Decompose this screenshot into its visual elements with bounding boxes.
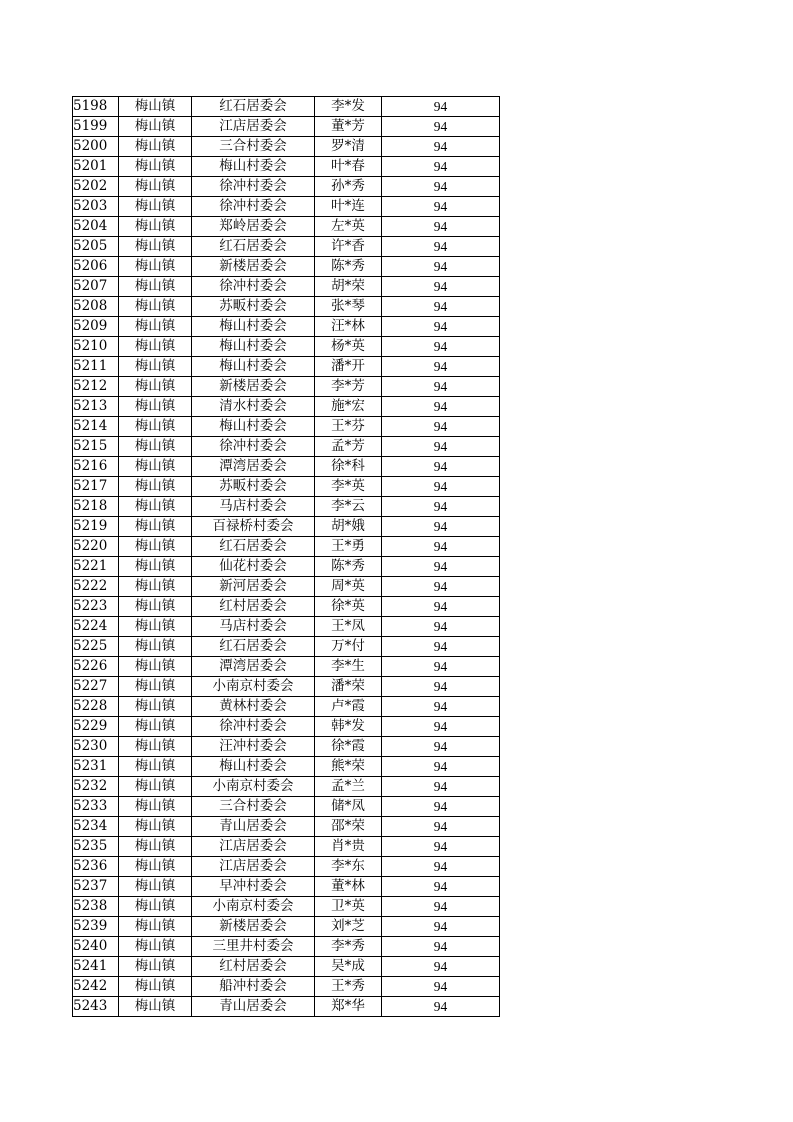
person-name-cell: 万*付 xyxy=(315,637,382,657)
town-cell: 梅山镇 xyxy=(119,277,192,297)
village-committee-cell: 江店居委会 xyxy=(192,117,315,137)
record-id-cell: 5215 xyxy=(73,437,119,457)
table-row xyxy=(73,597,500,617)
person-name-cell: 叶*连 xyxy=(315,197,382,217)
village-committee-cell: 新楼居委会 xyxy=(192,257,315,277)
village-committee-cell: 黄林村委会 xyxy=(192,697,315,717)
record-id-cell: 5228 xyxy=(73,697,119,717)
village-committee-cell: 徐冲村委会 xyxy=(192,717,315,737)
table-row xyxy=(73,617,500,637)
record-id-cell: 5226 xyxy=(73,657,119,677)
village-committee-cell: 潭湾居委会 xyxy=(192,657,315,677)
person-name-cell: 韩*发 xyxy=(315,717,382,737)
town-cell: 梅山镇 xyxy=(119,917,192,937)
record-id-cell: 5230 xyxy=(73,737,119,757)
person-name-cell: 邵*荣 xyxy=(315,817,382,837)
village-committee-cell: 三合村委会 xyxy=(192,797,315,817)
score-cell: 94 xyxy=(382,957,500,977)
person-name-cell: 胡*娥 xyxy=(315,517,382,537)
town-cell: 梅山镇 xyxy=(119,357,192,377)
score-cell: 94 xyxy=(382,637,500,657)
record-id-cell: 5214 xyxy=(73,417,119,437)
town-cell: 梅山镇 xyxy=(119,157,192,177)
town-cell: 梅山镇 xyxy=(119,997,192,1017)
score-cell: 94 xyxy=(382,217,500,237)
person-name-cell: 董*芳 xyxy=(315,117,382,137)
record-id-cell: 5204 xyxy=(73,217,119,237)
person-name-cell: 董*林 xyxy=(315,877,382,897)
score-cell: 94 xyxy=(382,797,500,817)
score-cell: 94 xyxy=(382,477,500,497)
score-cell: 94 xyxy=(382,237,500,257)
table-row xyxy=(73,777,500,797)
score-cell: 94 xyxy=(382,177,500,197)
town-cell: 梅山镇 xyxy=(119,937,192,957)
table-row xyxy=(73,697,500,717)
person-name-cell: 张*琴 xyxy=(315,297,382,317)
village-committee-cell: 梅山村委会 xyxy=(192,357,315,377)
table-row xyxy=(73,737,500,757)
town-cell: 梅山镇 xyxy=(119,497,192,517)
person-name-cell: 李*芳 xyxy=(315,377,382,397)
record-id-cell: 5219 xyxy=(73,517,119,537)
village-committee-cell: 梅山村委会 xyxy=(192,157,315,177)
record-id-cell: 5210 xyxy=(73,337,119,357)
score-cell: 94 xyxy=(382,597,500,617)
town-cell: 梅山镇 xyxy=(119,417,192,437)
town-cell: 梅山镇 xyxy=(119,877,192,897)
table-row xyxy=(73,497,500,517)
person-name-cell: 王*勇 xyxy=(315,537,382,557)
table-row xyxy=(73,317,500,337)
town-cell: 梅山镇 xyxy=(119,697,192,717)
town-cell: 梅山镇 xyxy=(119,197,192,217)
score-cell: 94 xyxy=(382,717,500,737)
score-cell: 94 xyxy=(382,277,500,297)
village-committee-cell: 徐冲村委会 xyxy=(192,197,315,217)
town-cell: 梅山镇 xyxy=(119,757,192,777)
table-row xyxy=(73,197,500,217)
score-cell: 94 xyxy=(382,677,500,697)
score-cell: 94 xyxy=(382,457,500,477)
village-committee-cell: 苏畈村委会 xyxy=(192,297,315,317)
village-committee-cell: 汪冲村委会 xyxy=(192,737,315,757)
score-cell: 94 xyxy=(382,617,500,637)
town-cell: 梅山镇 xyxy=(119,317,192,337)
person-name-cell: 卫*英 xyxy=(315,897,382,917)
table-row xyxy=(73,797,500,817)
table-row xyxy=(73,577,500,597)
record-id-cell: 5238 xyxy=(73,897,119,917)
person-name-cell: 潘*荣 xyxy=(315,677,382,697)
score-cell: 94 xyxy=(382,337,500,357)
record-id-cell: 5243 xyxy=(73,997,119,1017)
village-committee-cell: 梅山村委会 xyxy=(192,337,315,357)
table-row xyxy=(73,457,500,477)
table-row xyxy=(73,157,500,177)
person-name-cell: 李*发 xyxy=(315,97,382,117)
village-committee-cell: 红石居委会 xyxy=(192,537,315,557)
record-id-cell: 5208 xyxy=(73,297,119,317)
town-cell: 梅山镇 xyxy=(119,477,192,497)
score-cell: 94 xyxy=(382,397,500,417)
village-committee-cell: 新河居委会 xyxy=(192,577,315,597)
town-cell: 梅山镇 xyxy=(119,737,192,757)
town-cell: 梅山镇 xyxy=(119,397,192,417)
village-committee-cell: 梅山村委会 xyxy=(192,317,315,337)
town-cell: 梅山镇 xyxy=(119,517,192,537)
town-cell: 梅山镇 xyxy=(119,337,192,357)
person-name-cell: 刘*芝 xyxy=(315,917,382,937)
table-row xyxy=(73,897,500,917)
village-committee-cell: 三里井村委会 xyxy=(192,937,315,957)
town-cell: 梅山镇 xyxy=(119,597,192,617)
score-cell: 94 xyxy=(382,297,500,317)
person-name-cell: 李*东 xyxy=(315,857,382,877)
record-id-cell: 5216 xyxy=(73,457,119,477)
score-cell: 94 xyxy=(382,497,500,517)
village-committee-cell: 清水村委会 xyxy=(192,397,315,417)
person-name-cell: 杨*英 xyxy=(315,337,382,357)
record-id-cell: 5221 xyxy=(73,557,119,577)
record-id-cell: 5200 xyxy=(73,137,119,157)
person-name-cell: 熊*荣 xyxy=(315,757,382,777)
town-cell: 梅山镇 xyxy=(119,177,192,197)
score-cell: 94 xyxy=(382,897,500,917)
town-cell: 梅山镇 xyxy=(119,217,192,237)
person-name-cell: 李*英 xyxy=(315,477,382,497)
village-committee-cell: 青山居委会 xyxy=(192,817,315,837)
record-id-cell: 5240 xyxy=(73,937,119,957)
person-name-cell: 徐*科 xyxy=(315,457,382,477)
person-name-cell: 潘*开 xyxy=(315,357,382,377)
record-id-cell: 5222 xyxy=(73,577,119,597)
record-id-cell: 5232 xyxy=(73,777,119,797)
score-cell: 94 xyxy=(382,557,500,577)
score-cell: 94 xyxy=(382,657,500,677)
record-id-cell: 5220 xyxy=(73,537,119,557)
person-name-cell: 肖*贵 xyxy=(315,837,382,857)
village-committee-cell: 梅山村委会 xyxy=(192,417,315,437)
village-committee-cell: 江店居委会 xyxy=(192,837,315,857)
town-cell: 梅山镇 xyxy=(119,617,192,637)
town-cell: 梅山镇 xyxy=(119,657,192,677)
table-row xyxy=(73,837,500,857)
table-body xyxy=(73,97,500,1017)
record-id-cell: 5225 xyxy=(73,637,119,657)
person-name-cell: 汪*林 xyxy=(315,317,382,337)
table-row xyxy=(73,917,500,937)
town-cell: 梅山镇 xyxy=(119,297,192,317)
village-committee-cell: 徐冲村委会 xyxy=(192,437,315,457)
record-id-cell: 5206 xyxy=(73,257,119,277)
record-id-cell: 5234 xyxy=(73,817,119,837)
score-cell: 94 xyxy=(382,757,500,777)
person-name-cell: 左*英 xyxy=(315,217,382,237)
score-cell: 94 xyxy=(382,517,500,537)
village-committee-cell: 早冲村委会 xyxy=(192,877,315,897)
record-id-cell: 5198 xyxy=(73,97,119,117)
table-row xyxy=(73,957,500,977)
person-name-cell: 施*宏 xyxy=(315,397,382,417)
village-committee-cell: 红石居委会 xyxy=(192,637,315,657)
town-cell: 梅山镇 xyxy=(119,717,192,737)
person-name-cell: 卢*霞 xyxy=(315,697,382,717)
person-name-cell: 周*英 xyxy=(315,577,382,597)
record-id-cell: 5209 xyxy=(73,317,119,337)
record-id-cell: 5242 xyxy=(73,977,119,997)
record-id-cell: 5207 xyxy=(73,277,119,297)
town-cell: 梅山镇 xyxy=(119,557,192,577)
person-name-cell: 罗*清 xyxy=(315,137,382,157)
score-cell: 94 xyxy=(382,157,500,177)
person-name-cell: 郑*华 xyxy=(315,997,382,1017)
score-cell: 94 xyxy=(382,577,500,597)
score-cell: 94 xyxy=(382,537,500,557)
record-id-cell: 5201 xyxy=(73,157,119,177)
person-name-cell: 胡*荣 xyxy=(315,277,382,297)
score-cell: 94 xyxy=(382,197,500,217)
table-row xyxy=(73,337,500,357)
town-cell: 梅山镇 xyxy=(119,797,192,817)
town-cell: 梅山镇 xyxy=(119,777,192,797)
score-cell: 94 xyxy=(382,857,500,877)
village-committee-cell: 仙花村委会 xyxy=(192,557,315,577)
record-id-cell: 5236 xyxy=(73,857,119,877)
table-row xyxy=(73,437,500,457)
town-cell: 梅山镇 xyxy=(119,137,192,157)
village-committee-cell: 苏畈村委会 xyxy=(192,477,315,497)
town-cell: 梅山镇 xyxy=(119,817,192,837)
record-id-cell: 5212 xyxy=(73,377,119,397)
village-committee-cell: 百禄桥村委会 xyxy=(192,517,315,537)
table-row xyxy=(73,97,500,117)
record-id-cell: 5218 xyxy=(73,497,119,517)
table-row xyxy=(73,717,500,737)
village-committee-cell: 小南京村委会 xyxy=(192,677,315,697)
town-cell: 梅山镇 xyxy=(119,977,192,997)
table-row xyxy=(73,677,500,697)
record-id-cell: 5205 xyxy=(73,237,119,257)
person-name-cell: 李*云 xyxy=(315,497,382,517)
score-cell: 94 xyxy=(382,837,500,857)
table-row xyxy=(73,997,500,1017)
record-id-cell: 5231 xyxy=(73,757,119,777)
record-id-cell: 5217 xyxy=(73,477,119,497)
village-committee-cell: 潭湾居委会 xyxy=(192,457,315,477)
table-row xyxy=(73,237,500,257)
table-row xyxy=(73,537,500,557)
score-cell: 94 xyxy=(382,417,500,437)
record-id-cell: 5223 xyxy=(73,597,119,617)
village-committee-cell: 徐冲村委会 xyxy=(192,177,315,197)
score-cell: 94 xyxy=(382,117,500,137)
score-cell: 94 xyxy=(382,357,500,377)
score-cell: 94 xyxy=(382,97,500,117)
score-cell: 94 xyxy=(382,697,500,717)
score-cell: 94 xyxy=(382,877,500,897)
record-id-cell: 5233 xyxy=(73,797,119,817)
village-committee-cell: 青山居委会 xyxy=(192,997,315,1017)
village-committee-cell: 红村居委会 xyxy=(192,957,315,977)
town-cell: 梅山镇 xyxy=(119,677,192,697)
score-cell: 94 xyxy=(382,437,500,457)
table-row xyxy=(73,857,500,877)
town-cell: 梅山镇 xyxy=(119,577,192,597)
town-cell: 梅山镇 xyxy=(119,117,192,137)
record-id-cell: 5227 xyxy=(73,677,119,697)
record-id-cell: 5235 xyxy=(73,837,119,857)
town-cell: 梅山镇 xyxy=(119,437,192,457)
records-table xyxy=(72,96,500,1017)
record-id-cell: 5229 xyxy=(73,717,119,737)
village-committee-cell: 红村居委会 xyxy=(192,597,315,617)
town-cell: 梅山镇 xyxy=(119,897,192,917)
village-committee-cell: 红石居委会 xyxy=(192,97,315,117)
person-name-cell: 李*生 xyxy=(315,657,382,677)
person-name-cell: 叶*春 xyxy=(315,157,382,177)
score-cell: 94 xyxy=(382,997,500,1017)
table-row xyxy=(73,817,500,837)
town-cell: 梅山镇 xyxy=(119,837,192,857)
person-name-cell: 王*秀 xyxy=(315,977,382,997)
village-committee-cell: 船冲村委会 xyxy=(192,977,315,997)
table-row xyxy=(73,477,500,497)
person-name-cell: 许*香 xyxy=(315,237,382,257)
score-cell: 94 xyxy=(382,317,500,337)
record-id-cell: 5203 xyxy=(73,197,119,217)
town-cell: 梅山镇 xyxy=(119,237,192,257)
village-committee-cell: 新楼居委会 xyxy=(192,917,315,937)
score-cell: 94 xyxy=(382,937,500,957)
village-committee-cell: 郑岭居委会 xyxy=(192,217,315,237)
score-cell: 94 xyxy=(382,977,500,997)
table-row xyxy=(73,277,500,297)
person-name-cell: 徐*英 xyxy=(315,597,382,617)
score-cell: 94 xyxy=(382,817,500,837)
record-id-cell: 5237 xyxy=(73,877,119,897)
village-committee-cell: 马店村委会 xyxy=(192,617,315,637)
score-cell: 94 xyxy=(382,137,500,157)
person-name-cell: 孙*秀 xyxy=(315,177,382,197)
person-name-cell: 王*芬 xyxy=(315,417,382,437)
score-cell: 94 xyxy=(382,257,500,277)
record-id-cell: 5199 xyxy=(73,117,119,137)
town-cell: 梅山镇 xyxy=(119,857,192,877)
score-cell: 94 xyxy=(382,777,500,797)
town-cell: 梅山镇 xyxy=(119,957,192,977)
table-row xyxy=(73,377,500,397)
village-committee-cell: 小南京村委会 xyxy=(192,897,315,917)
record-id-cell: 5241 xyxy=(73,957,119,977)
score-cell: 94 xyxy=(382,377,500,397)
village-committee-cell: 三合村委会 xyxy=(192,137,315,157)
person-name-cell: 孟*芳 xyxy=(315,437,382,457)
record-id-cell: 5239 xyxy=(73,917,119,937)
village-committee-cell: 红石居委会 xyxy=(192,237,315,257)
table-row xyxy=(73,397,500,417)
table-row xyxy=(73,257,500,277)
score-cell: 94 xyxy=(382,737,500,757)
town-cell: 梅山镇 xyxy=(119,537,192,557)
village-committee-cell: 梅山村委会 xyxy=(192,757,315,777)
table-row xyxy=(73,177,500,197)
table-row xyxy=(73,557,500,577)
table-row xyxy=(73,417,500,437)
person-name-cell: 储*凤 xyxy=(315,797,382,817)
person-name-cell: 王*凤 xyxy=(315,617,382,637)
town-cell: 梅山镇 xyxy=(119,637,192,657)
table-row xyxy=(73,977,500,997)
village-committee-cell: 徐冲村委会 xyxy=(192,277,315,297)
village-committee-cell: 马店村委会 xyxy=(192,497,315,517)
table-row xyxy=(73,297,500,317)
table-row xyxy=(73,637,500,657)
town-cell: 梅山镇 xyxy=(119,97,192,117)
record-id-cell: 5213 xyxy=(73,397,119,417)
record-id-cell: 5202 xyxy=(73,177,119,197)
town-cell: 梅山镇 xyxy=(119,377,192,397)
table-row xyxy=(73,657,500,677)
village-committee-cell: 新楼居委会 xyxy=(192,377,315,397)
person-name-cell: 李*秀 xyxy=(315,937,382,957)
village-committee-cell: 小南京村委会 xyxy=(192,777,315,797)
table-row xyxy=(73,937,500,957)
table-row xyxy=(73,877,500,897)
table-row xyxy=(73,137,500,157)
person-name-cell: 吴*成 xyxy=(315,957,382,977)
record-id-cell: 5211 xyxy=(73,357,119,377)
table-row xyxy=(73,357,500,377)
person-name-cell: 徐*霞 xyxy=(315,737,382,757)
town-cell: 梅山镇 xyxy=(119,257,192,277)
record-id-cell: 5224 xyxy=(73,617,119,637)
table-row xyxy=(73,517,500,537)
person-name-cell: 孟*兰 xyxy=(315,777,382,797)
table-row xyxy=(73,117,500,137)
town-cell: 梅山镇 xyxy=(119,457,192,477)
table-row xyxy=(73,217,500,237)
person-name-cell: 陈*秀 xyxy=(315,557,382,577)
village-committee-cell: 江店居委会 xyxy=(192,857,315,877)
score-cell: 94 xyxy=(382,917,500,937)
person-name-cell: 陈*秀 xyxy=(315,257,382,277)
table-row xyxy=(73,757,500,777)
